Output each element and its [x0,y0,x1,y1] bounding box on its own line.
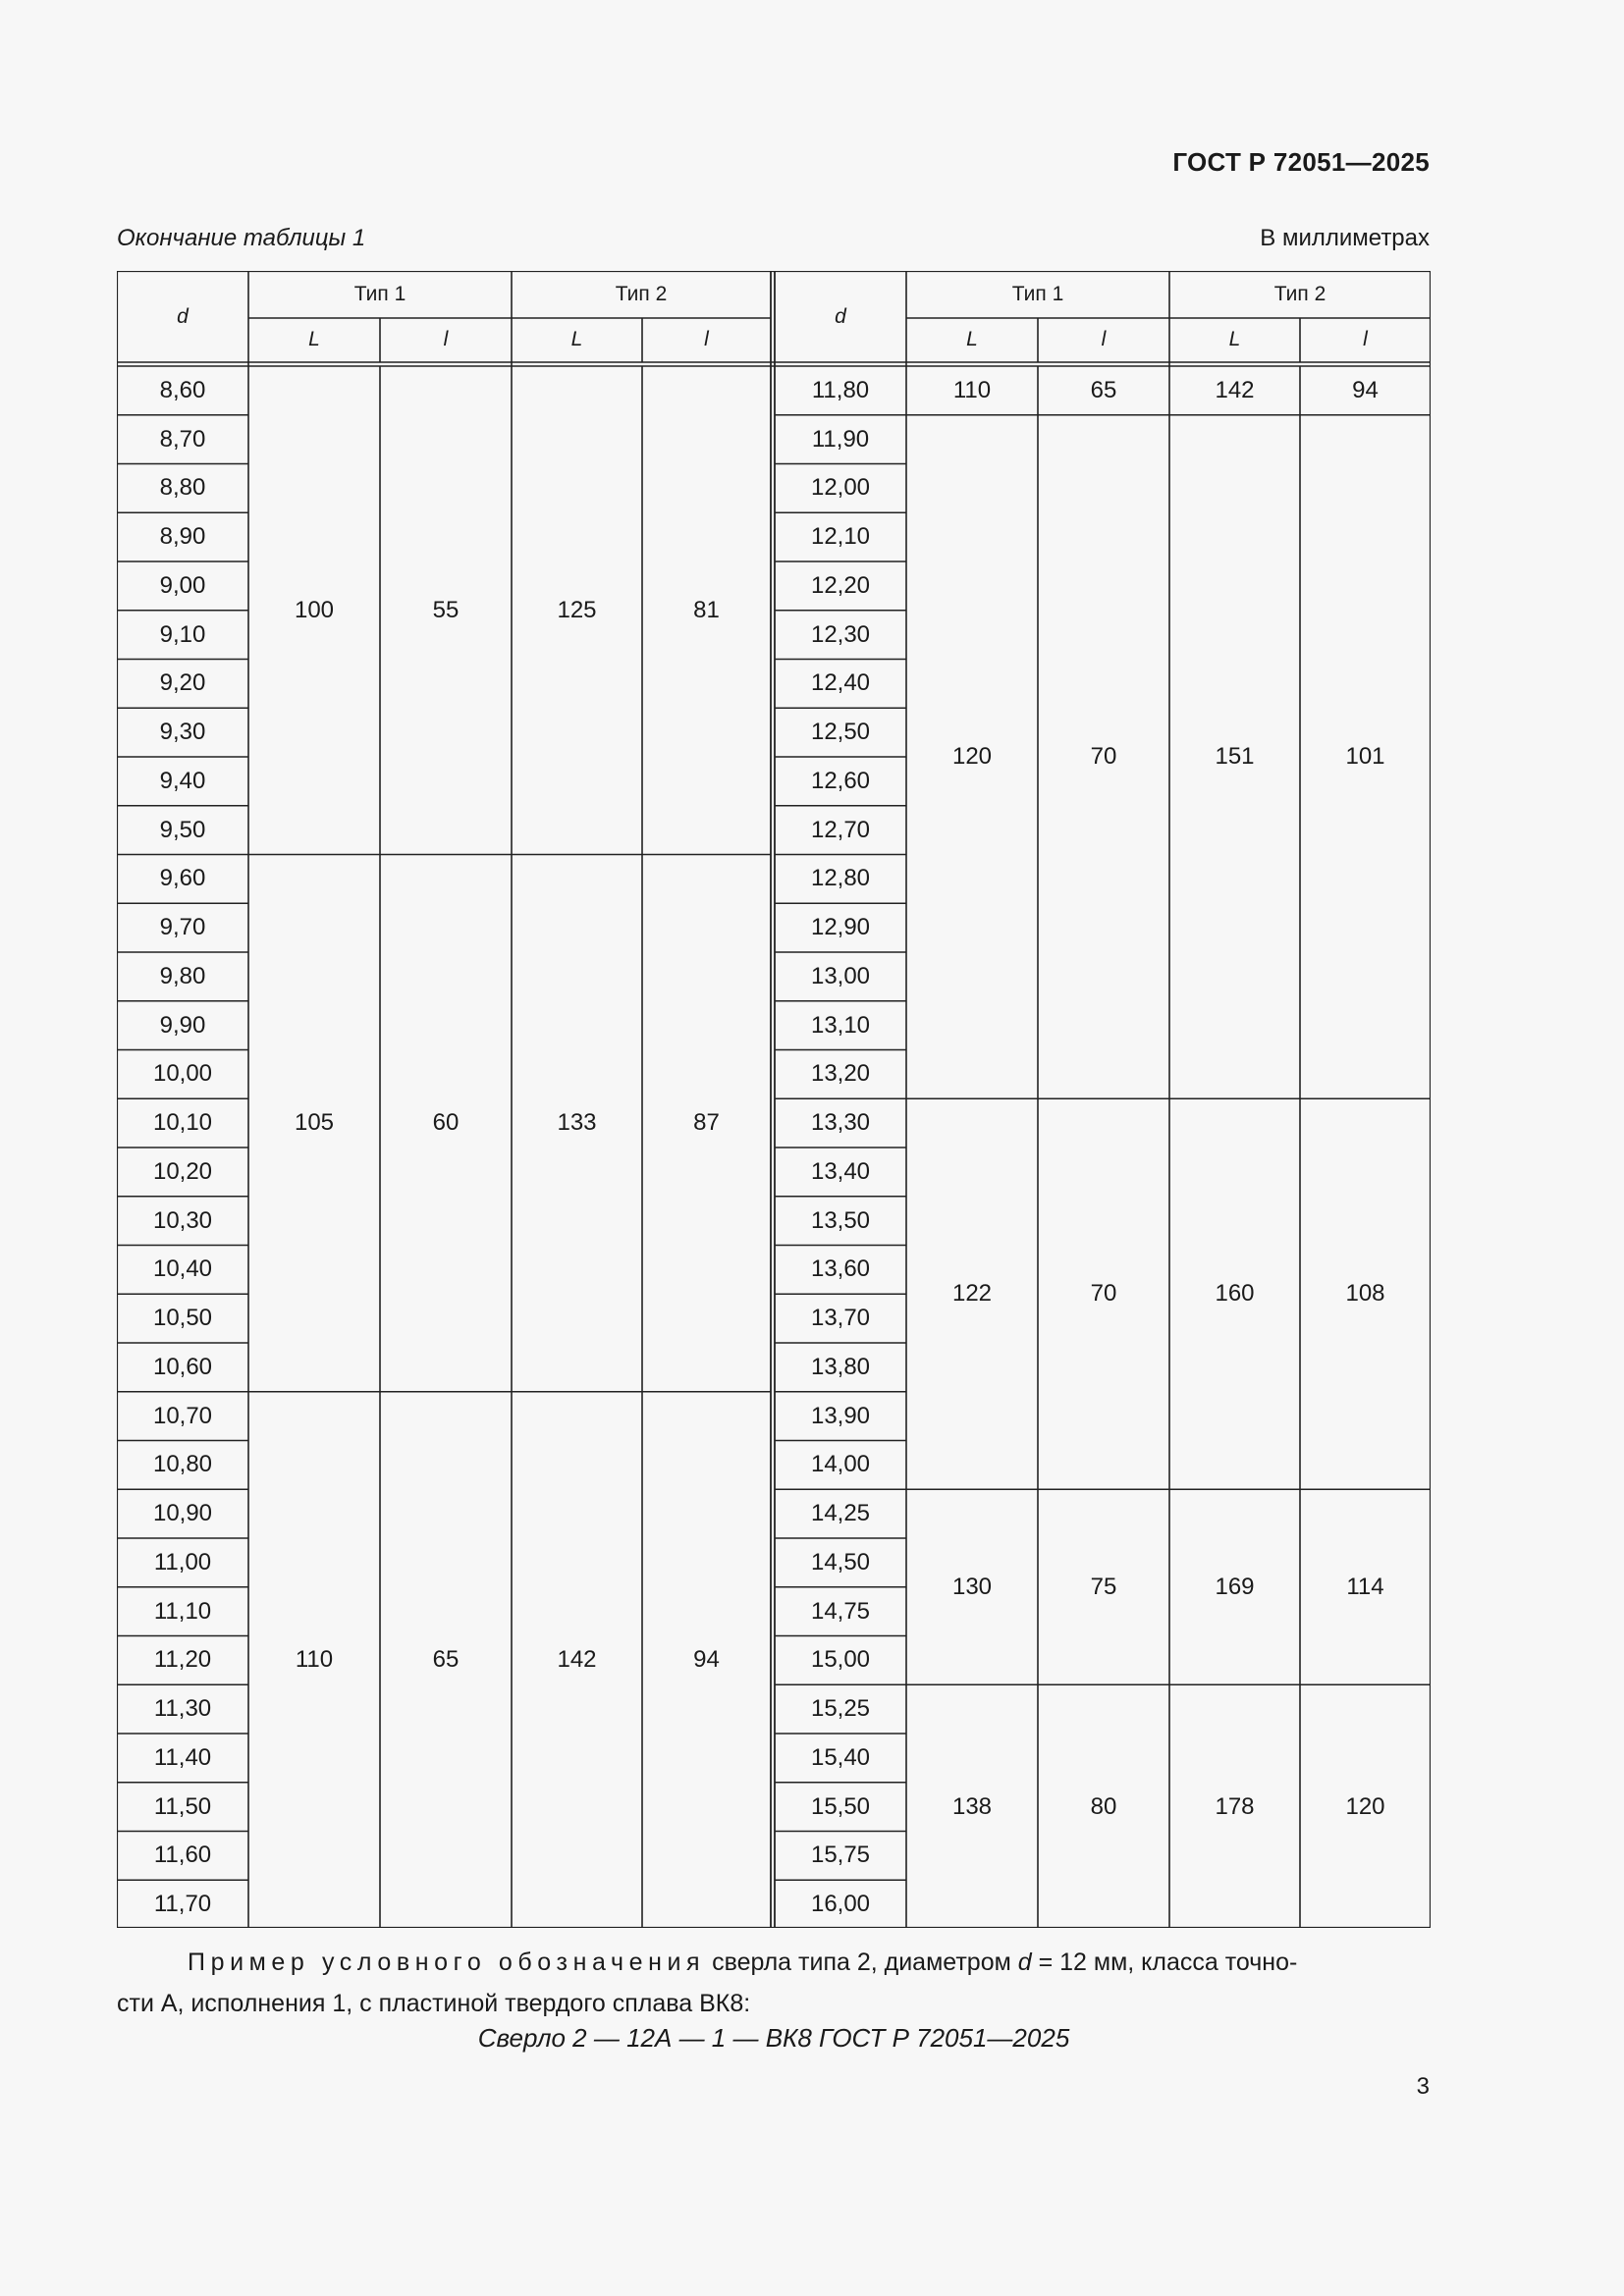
d-cell-left: 9,00 [159,571,206,599]
d-cell-left: 9,60 [159,865,206,892]
d-cell-left: 10,70 [152,1402,213,1429]
dimensions-table [117,271,1431,1928]
col-header-type2-L: L [570,328,583,350]
d-cell-left: 10,20 [152,1157,213,1185]
example-line-2: сти А, исполнения 1, с пластиной твердого сплава ВК8: [117,1990,751,2017]
d-cell-left: 11,00 [153,1548,212,1575]
d-cell-right: 13,30 [810,1109,871,1137]
col-header-type2: Тип 2 [615,283,668,305]
type2-l-cell-left: 81 [693,596,720,623]
d-cell-right: 15,40 [810,1743,871,1771]
d-cell-right: 14,75 [810,1597,871,1625]
d-cell-right: 13,60 [810,1255,871,1283]
example-variable: d [1017,1949,1032,1976]
d-cell-left: 10,80 [152,1451,213,1478]
type2-l-cell-right: 101 [1345,743,1385,770]
d-cell-left: 8,70 [159,425,206,453]
d-cell-left: 9,80 [159,962,206,989]
d-cell-right: 15,00 [810,1646,871,1674]
d-cell-right: 12,90 [810,914,871,941]
type1-L-cell-right: 130 [951,1573,993,1600]
d-cell-left: 10,10 [152,1109,213,1137]
d-cell-left: 11,50 [153,1792,212,1820]
d-cell-right: 12,80 [810,865,871,892]
col-header-type1-L: L [308,328,320,350]
col-header-type1-L: L [966,328,978,350]
type2-l-cell-right: 108 [1345,1280,1385,1308]
col-header-type2-l: l [704,328,709,350]
type2-L-cell-left: 125 [557,596,597,623]
d-cell-left: 8,60 [159,376,206,403]
d-cell-left: 11,60 [153,1842,212,1869]
d-cell-right: 13,70 [810,1305,871,1332]
example-lead: Пример условного обозначения [188,1949,706,1976]
type2-L-cell-left: 142 [557,1646,597,1674]
col-header-d: d [177,304,189,328]
d-cell-left: 10,60 [152,1353,213,1380]
type2-l-cell-right: 94 [1352,376,1379,403]
type2-L-cell-right: 151 [1215,743,1255,770]
d-cell-left: 10,30 [152,1206,213,1234]
d-cell-right: 16,00 [810,1891,871,1918]
d-cell-right: 12,60 [810,767,871,794]
col-header-d: d [835,304,846,328]
col-header-type1-l: l [1101,328,1107,350]
type2-L-cell-right: 169 [1215,1573,1255,1600]
d-cell-left: 9,40 [159,767,206,794]
type1-L-cell-right: 138 [951,1792,993,1820]
d-cell-right: 15,25 [810,1695,871,1723]
col-header-type2-L: L [1228,328,1241,350]
type2-L-cell-right: 178 [1215,1792,1255,1820]
d-cell-left: 11,20 [153,1646,212,1674]
col-header-type1: Тип 1 [1011,283,1064,305]
type1-L-cell-right: 122 [951,1280,993,1308]
example-paragraph [117,1942,1431,2024]
d-cell-left: 10,50 [152,1305,213,1332]
d-cell-left: 9,70 [159,914,206,941]
d-cell-right: 12,00 [810,474,871,502]
type2-L-cell-left: 133 [557,1109,597,1137]
type1-l-cell-right: 70 [1090,1280,1117,1308]
d-cell-right: 14,25 [810,1500,871,1527]
d-cell-left: 9,50 [159,816,206,843]
type1-L-cell-left: 110 [295,1646,334,1674]
type1-l-cell-left: 55 [432,596,460,623]
d-cell-right: 15,75 [810,1842,871,1869]
d-cell-right: 13,10 [810,1011,871,1039]
type1-l-cell-right: 65 [1090,376,1117,403]
d-cell-right: 12,20 [810,571,871,599]
d-cell-right: 13,50 [810,1206,871,1234]
d-cell-right: 13,00 [810,962,871,989]
type2-L-cell-right: 160 [1215,1280,1255,1308]
d-cell-left: 9,20 [159,669,206,697]
d-cell-left: 11,70 [153,1891,212,1918]
d-cell-right: 14,50 [810,1548,871,1575]
example-text-1: сверла типа 2, диаметром [705,1949,1018,1976]
d-cell-left: 8,80 [159,474,206,502]
type1-l-cell-right: 75 [1090,1573,1117,1600]
type1-l-cell-right: 70 [1090,743,1117,770]
d-cell-right: 12,10 [810,523,871,551]
type2-l-cell-right: 120 [1345,1792,1385,1820]
d-cell-right: 14,00 [810,1451,871,1478]
d-cell-right: 12,50 [810,719,871,746]
d-cell-right: 13,80 [810,1353,871,1380]
type1-L-cell-left: 100 [294,596,335,623]
d-cell-right: 13,40 [810,1157,871,1185]
d-cell-left: 10,90 [152,1500,213,1527]
col-header-type1-l: l [443,328,449,350]
col-header-type2: Тип 2 [1273,283,1326,305]
d-cell-left: 10,00 [152,1060,213,1088]
page-number: 3 [1416,2073,1430,2100]
d-cell-right: 12,30 [810,620,871,648]
document-code: ГОСТ Р 72051—2025 [1172,147,1430,177]
d-cell-left: 9,10 [159,620,206,648]
example-text-2: = 12 мм, класса точно- [1031,1949,1298,1976]
col-header-type2-l: l [1363,328,1368,350]
type1-L-cell-right: 110 [952,376,992,403]
d-cell-left: 11,40 [153,1743,212,1771]
type1-L-cell-right: 120 [951,743,993,770]
drill-designation: Сверло 2 — 12А — 1 — ВК8 ГОСТ Р 72051—2025 [477,2023,1070,2053]
d-cell-right: 11,80 [811,376,870,403]
d-cell-left: 9,90 [159,1011,206,1039]
d-cell-left: 11,10 [153,1597,212,1625]
type2-l-cell-left: 87 [693,1109,720,1137]
type1-l-cell-left: 65 [432,1646,460,1674]
d-cell-left: 10,40 [152,1255,213,1283]
d-cell-right: 13,20 [810,1060,871,1088]
col-header-type1: Тип 1 [353,283,406,305]
d-cell-left: 11,30 [153,1695,212,1723]
d-cell-right: 13,90 [810,1402,871,1429]
d-cell-left: 9,30 [159,719,206,746]
d-cell-left: 8,90 [159,523,206,551]
d-cell-right: 12,70 [810,816,871,843]
type1-l-cell-right: 80 [1090,1792,1117,1820]
d-cell-right: 15,50 [810,1792,871,1820]
d-cell-right: 12,40 [810,669,871,697]
units-caption: В миллиметрах [1260,225,1430,251]
type2-l-cell-left: 94 [693,1646,720,1674]
type1-l-cell-left: 60 [432,1109,460,1137]
type1-L-cell-left: 105 [294,1109,335,1137]
d-cell-right: 11,90 [811,425,870,453]
type2-L-cell-right: 142 [1215,376,1255,403]
type2-l-cell-right: 114 [1346,1573,1384,1600]
table-continuation-caption: Окончание таблицы 1 [117,225,366,251]
